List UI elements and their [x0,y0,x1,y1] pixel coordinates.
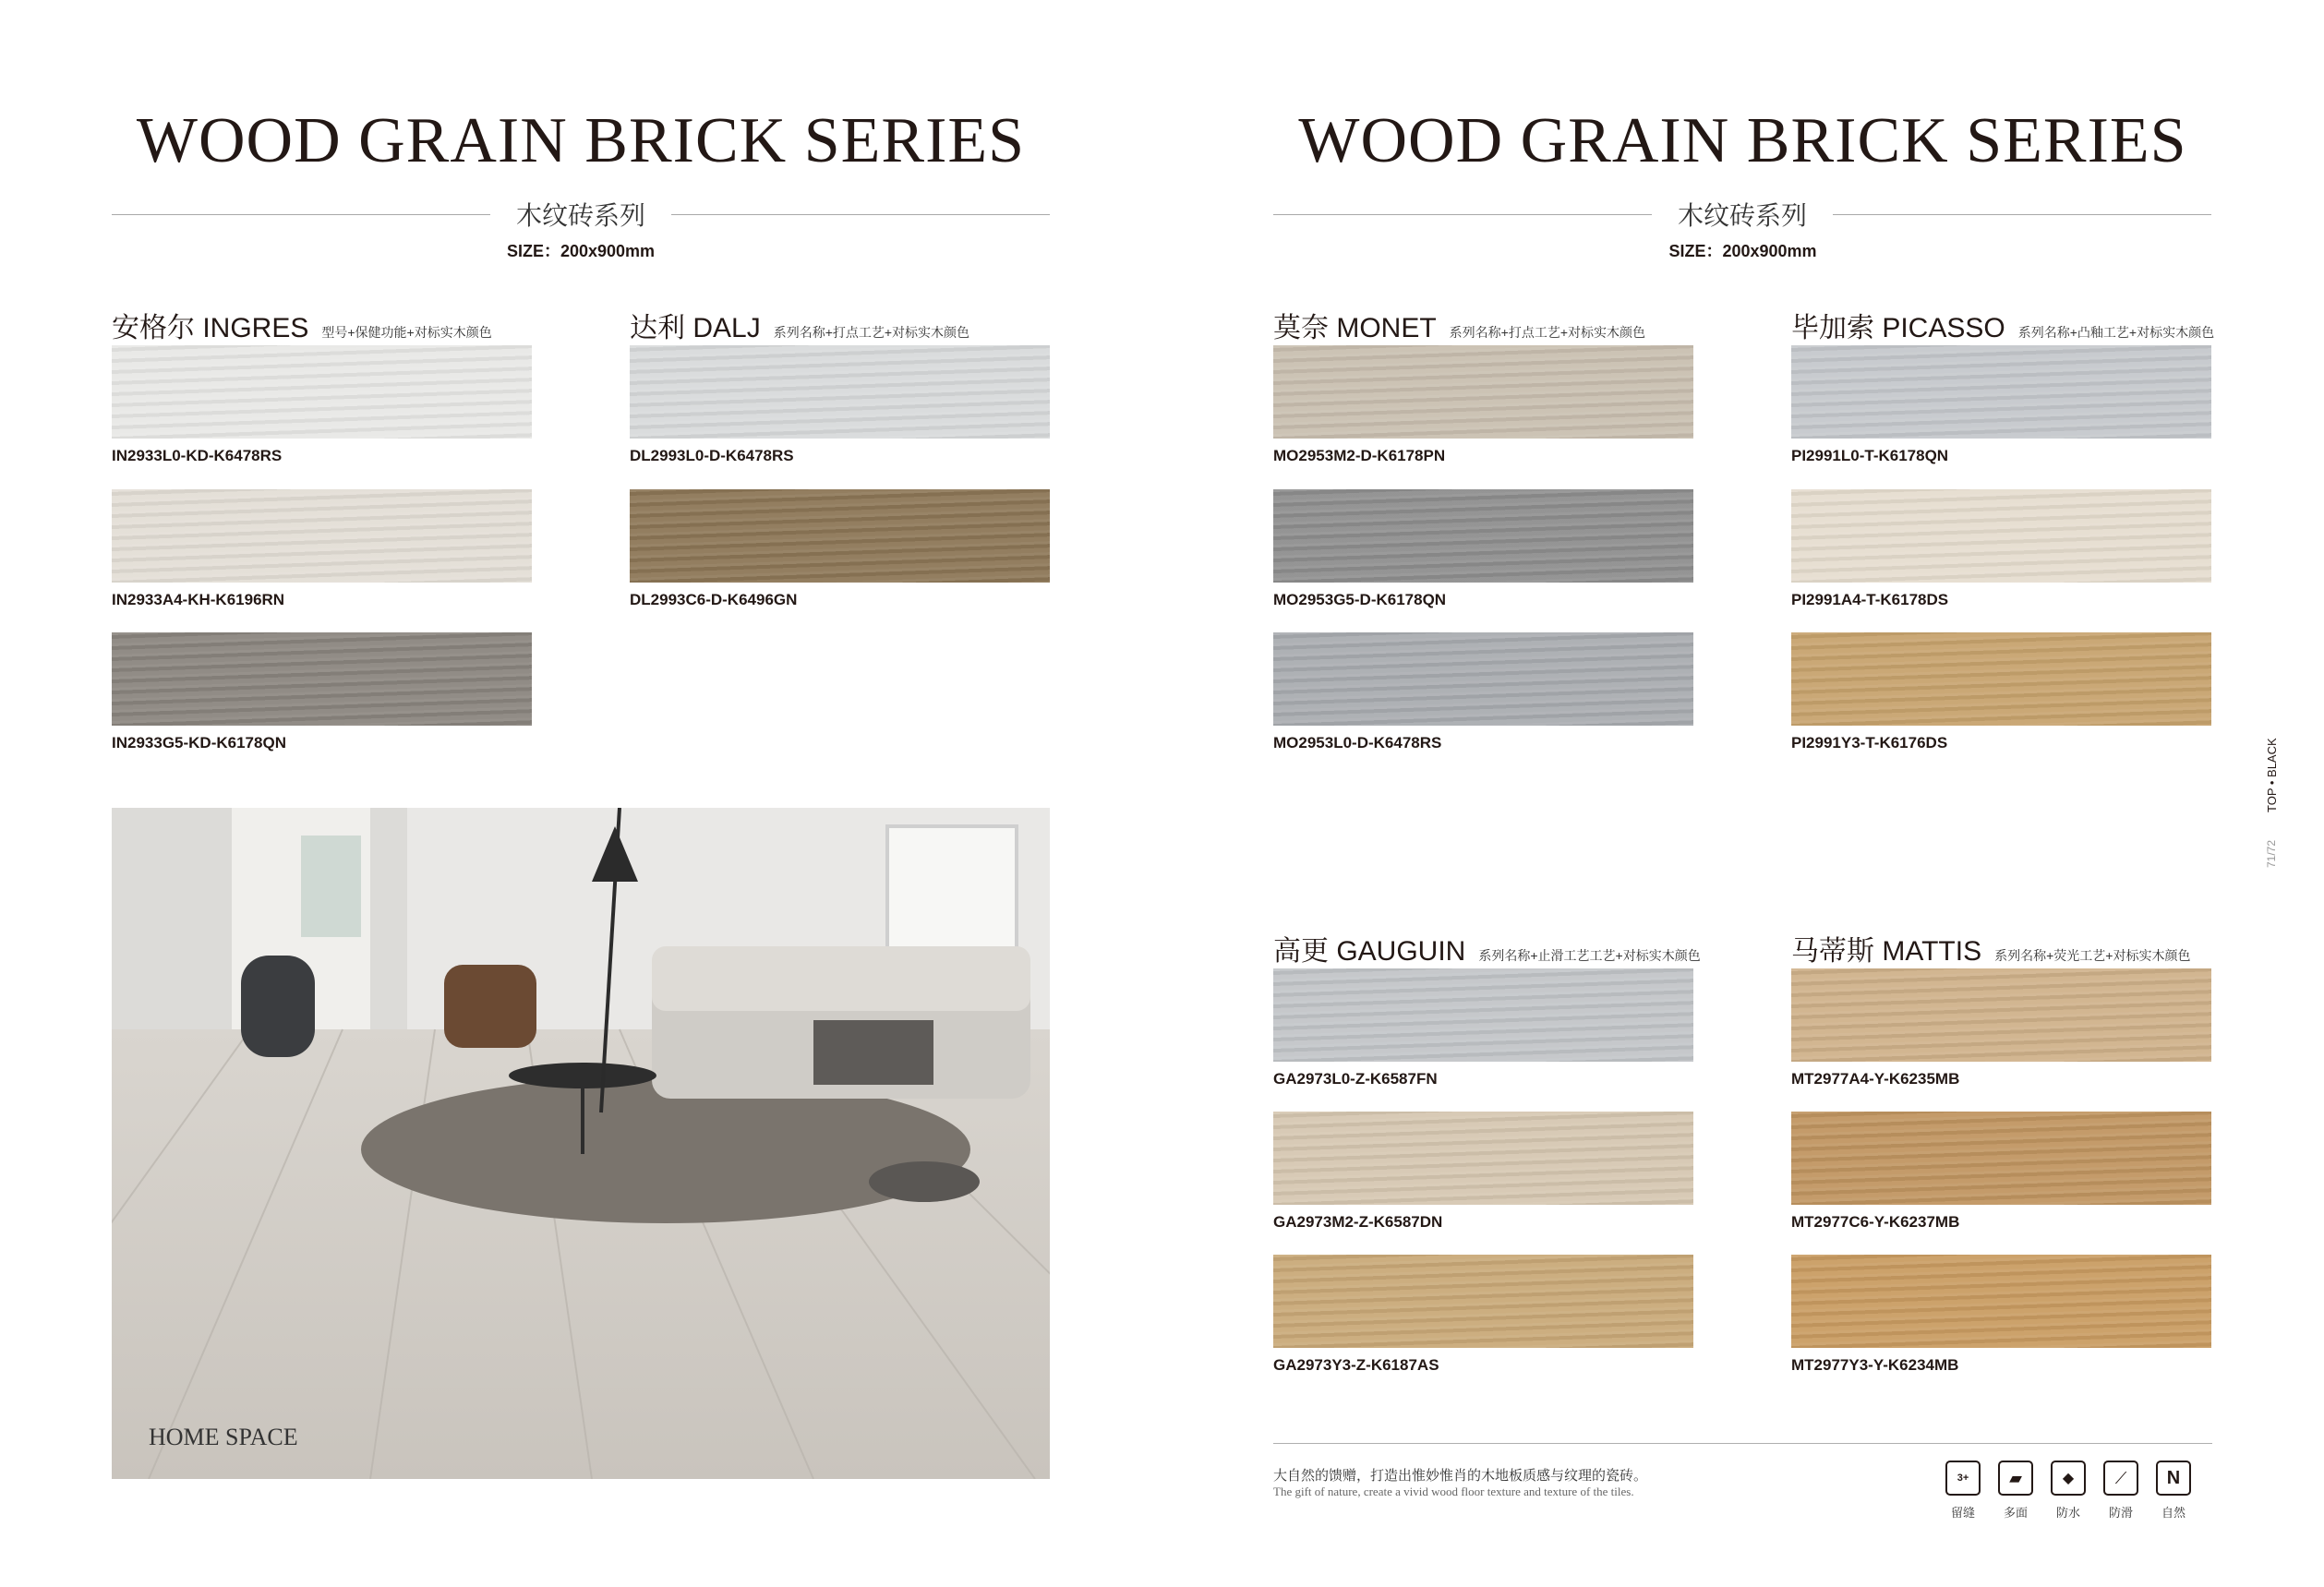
tile-swatch [630,489,1050,583]
tile-swatch [1791,489,2211,583]
feature-label: 防水 [2055,1506,2080,1520]
tile-code: IN2933A4-KH-K6196RN [112,591,285,608]
feature-joint [1945,1461,1981,1521]
tile-code: MT2977A4-Y-K6235MB [1791,1070,1960,1088]
feature-waterproof [2050,1461,2087,1521]
series-desc: 型号+保健功能+对标实木颜色 [321,325,492,340]
series-heading-ingres [112,305,492,342]
tile-swatch [1791,968,2211,1062]
tile-code: PI2991A4-T-K6178DS [1791,591,1949,608]
waterproof-icon: ◆ [2051,1461,2086,1496]
series-desc: 系列名称+荧光工艺+对标实木颜色 [1994,948,2191,963]
series-desc: 系列名称+打点工艺+对标实木颜色 [773,325,970,340]
right-page [1162,0,2324,1587]
subtitle-row [1273,196,2211,233]
photo-caption: HOME SPACE [149,1424,298,1450]
series-name: 安格尔 INGRES [112,313,309,343]
tile-swatch [1273,489,1693,583]
tile-code: GA2973M2-Z-K6587DN [1273,1213,1443,1231]
tile-code: MO2953G5-D-K6178QN [1273,591,1447,608]
tile-code: MT2977C6-Y-K6237MB [1791,1213,1960,1231]
series-heading-mattis [1791,928,2190,965]
tile-swatch [1791,632,2211,726]
series-heading-picasso [1791,305,2214,342]
tile-swatch [1273,632,1693,726]
tile-code: PI2991L0-T-K6178QN [1791,447,1949,464]
page-title: WOOD GRAIN BRICK SERIES [1298,105,2187,176]
tile-code: MO2953L0-D-K6478RS [1273,734,1442,751]
footer-rule [1273,1443,2212,1444]
tile-code: PI2991Y3-T-K6176DS [1791,734,1948,751]
tile-swatch [1273,1112,1693,1205]
series-desc: 系列名称+打点工艺+对标实木颜色 [1449,325,1646,340]
subtitle: 木纹砖系列 [1677,201,1807,230]
feature-antislip [2102,1461,2139,1521]
tile-swatch [1273,968,1693,1062]
feature-label: 自然 [2161,1506,2186,1520]
joint-icon: 3+ [1945,1461,1981,1496]
rule-right [671,214,1050,215]
tile-swatch [1791,345,2211,439]
multiface-icon: ▰ [1998,1461,2033,1496]
size-label: SIZE：200x900mm [1668,242,1817,260]
subtitle-row [112,196,1050,233]
feature-label: 防滑 [2108,1506,2133,1520]
feature-label: 留缝 [1950,1506,1975,1520]
natural-icon: N [2156,1461,2191,1496]
rule-right [1833,214,2211,215]
series-desc: 系列名称+凸釉工艺+对标实木颜色 [2017,325,2215,340]
footer-en-text: The gift of nature, create a vivid wood floor texture and texture of the tiles. [1273,1485,1634,1498]
tile-swatch [1791,1112,2211,1205]
series-name: 高更 GAUGUIN [1273,936,1466,967]
side-tag [2265,720,2283,868]
series-heading-dalj [630,305,969,342]
series-heading-gauguin [1273,928,1701,965]
page-number: 71/72 [2265,839,2278,868]
room-photo [112,808,1050,1479]
living-room-illustration [112,808,1050,1479]
page-title: WOOD GRAIN BRICK SERIES [136,105,1026,176]
series-name: 莫奈 MONET [1273,313,1437,343]
series-desc: 系列名称+止滑工艺工艺+对标实木颜色 [1478,948,1701,963]
side-tag-text: TOP • BLACK [2265,738,2279,812]
tile-swatch [630,345,1050,439]
tile-swatch [1273,1255,1693,1348]
size-label: SIZE：200x900mm [506,242,656,260]
tile-code: GA2973Y3-Z-K6187AS [1273,1356,1439,1374]
series-name: 达利 DALJ [630,313,761,343]
tile-swatch [112,632,532,726]
tile-code: DL2993L0-D-K6478RS [630,447,794,464]
feature-label: 多面 [2003,1506,2028,1520]
tile-swatch [112,489,532,583]
tile-code: GA2973L0-Z-K6587FN [1273,1070,1438,1088]
feature-multiface [1997,1461,2034,1521]
feature-natural [2155,1461,2192,1521]
series-heading-monet [1273,305,1645,342]
tile-code: IN2933G5-KD-K6178QN [112,734,286,751]
series-name: 马蒂斯 MATTIS [1791,936,1982,967]
tile-swatch [1791,1255,2211,1348]
antislip-icon: ⟋ [2103,1461,2138,1496]
series-name: 毕加索 PICASSO [1791,313,2005,343]
tile-code: MO2953M2-D-K6178PN [1273,447,1446,464]
tile-code: IN2933L0-KD-K6478RS [112,447,283,464]
subtitle: 木纹砖系列 [515,201,645,230]
footer-cn-text: 大自然的馈赠，打造出惟妙惟肖的木地板质感与纹理的瓷砖。 [1273,1468,1648,1484]
tile-code: DL2993C6-D-K6496GN [630,591,798,608]
tile-code: MT2977Y3-Y-K6234MB [1791,1356,1959,1374]
tile-swatch [112,345,532,439]
tile-swatch [1273,345,1693,439]
